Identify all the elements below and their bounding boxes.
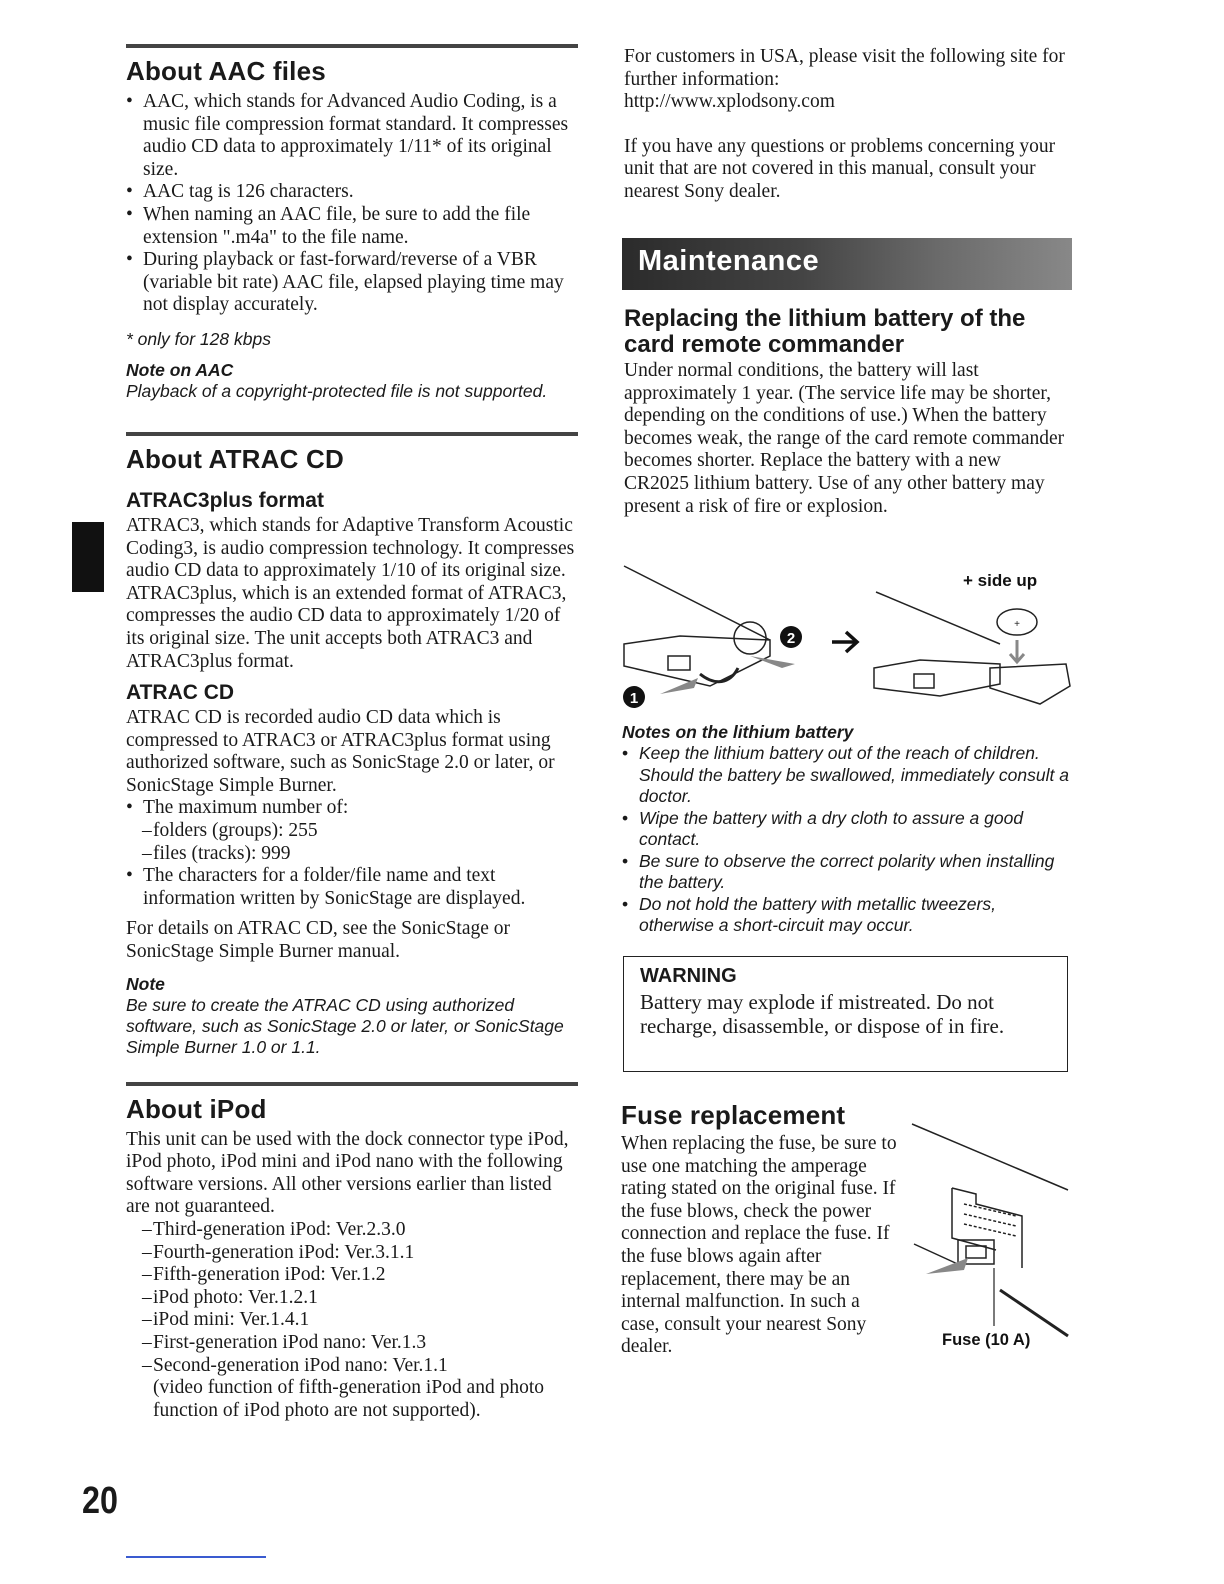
atrac-chars-bullet: • The characters for a folder/file name and text information written by SonicStage are displayed.	[126, 865, 578, 910]
fuse-figure	[906, 1118, 1072, 1358]
lithium-coin-battery-icon	[997, 609, 1037, 662]
remote-card-left-icon	[624, 566, 770, 686]
side-up-label: + side up	[963, 571, 1038, 590]
battery-text: Under normal conditions, the battery will last approximately 1 year. (The service life may be shorter, depending on the conditions of use.) When the battery becomes weak, the range of the card remote commander becomes shorter. Replace the battery with a new CR2025 lithium battery. Use of any other battery may present a risk of fire or explosion.	[624, 360, 1065, 517]
bottom-rule	[126, 1556, 266, 1558]
aac-title: About AAC files	[126, 56, 326, 86]
usa-url: http://www.xplodsony.com	[624, 91, 835, 113]
atrac-max-text: The maximum number of:	[143, 797, 349, 819]
atrac-chars-bullets	[126, 865, 578, 910]
battery-section	[624, 306, 1070, 518]
svg-text:+: +	[1014, 619, 1020, 630]
battery-note-item: • Keep the lithium battery out of the reach of children. Should the battery be swallowed, immediately consult a doctor.	[622, 743, 1072, 808]
battery-title: Replacing the lithium battery of the card remote commander	[624, 305, 1026, 358]
ipod-footer: (video function of fifth-generation iPod and photo function of iPod photo are not supported).	[153, 1377, 544, 1421]
aac-bullet: • During playback or fast-forward/reverse of a VBR (variable bit rate) AAC file, elapsed playing time may not display accurately.	[126, 249, 578, 317]
fuse-title: Fuse replacement	[621, 1100, 846, 1130]
right-column-top	[624, 46, 1074, 204]
ipod-version-item: – iPod mini: Ver.1.4.1	[142, 1309, 578, 1332]
maintenance-banner-title: Maintenance	[638, 245, 820, 277]
warning-text: Battery may explode if mistreated. Do not recharge, disassemble, or dispose of in fire.	[640, 990, 1005, 1038]
atrac-cd-bullets	[126, 797, 578, 820]
ipod-title: About iPod	[126, 1093, 267, 1124]
section-rule	[126, 432, 578, 436]
ipod-versions	[142, 1219, 578, 1377]
questions-text: If you have any questions or problems concerning your unit that are not covered in this manual, consult your nearest Sony dealer.	[624, 135, 1056, 202]
battery-note-item: • Do not hold the battery with metallic tweezers, otherwise a short-circuit may occur.	[622, 894, 1072, 937]
fuse-section	[621, 1100, 903, 1359]
aac-section	[126, 44, 578, 402]
warning-title: WARNING	[640, 965, 737, 987]
battery-note-item: • Be sure to observe the correct polarity when installing the battery.	[622, 851, 1072, 894]
battery-notes	[622, 722, 1072, 937]
aac-note-title: Note on AAC	[126, 359, 234, 380]
page-number: 20	[82, 1480, 118, 1522]
atrac-note-text: Be sure to create the ATRAC CD using authorized software, such as SonicStage 2.0 or later, or SonicStage Simple Burner 1.0 or 1.1.	[126, 994, 564, 1057]
next-arrow-icon	[832, 632, 857, 652]
atrac-max-list	[142, 820, 578, 865]
step-1-marker	[623, 686, 645, 708]
atrac-max-item: – files (tracks): 999	[142, 843, 578, 866]
atrac-note-title: Note	[126, 973, 165, 994]
usa-info-text: For customers in USA, please visit the following site for further information:	[624, 46, 1065, 90]
section-rule	[126, 44, 578, 48]
atrac3plus-format-title: ATRAC3plus format	[126, 488, 324, 512]
ipod-version-item: – Second-generation iPod nano: Ver.1.1	[142, 1355, 578, 1378]
ipod-version-item: – Fifth-generation iPod: Ver.1.2	[142, 1264, 578, 1287]
aac-footnote: * only for 128 kbps	[126, 328, 271, 349]
aac-bullet: • AAC tag is 126 characters.	[126, 181, 578, 204]
ipod-intro: This unit can be used with the dock connector type iPod, iPod photo, iPod mini and iPod nano with the following software versions. All other versions earlier than listed are not guaranteed.	[126, 1128, 569, 1218]
step-2-marker	[780, 626, 802, 648]
fuse-box-icon	[912, 1124, 1068, 1336]
step-1-label: 1	[629, 690, 639, 707]
maintenance-banner	[622, 238, 1072, 290]
battery-note-item: • Wipe the battery with a dry cloth to assure a good contact.	[622, 808, 1072, 851]
fuse-text: When replacing the fuse, be sure to use one matching the amperage rating stated on the original fuse. If the fuse blows, check the power connection and replace the fuse. If the fuse blows again after replacement, there may be an internal malfunction. In such a case, consult your nearest Sony dealer.	[621, 1133, 897, 1358]
atrac3plus-format-text: ATRAC3, which stands for Adaptive Transform Acoustic Coding3, is audio compression technology. It compresses audio CD data to approximately 1/10 of its original size. ATRAC3plus, which is an extended format of ATRAC3, compresses the audio CD data to approximately 1/20 of its original size. The unit accepts both ATRAC3 and ATRAC3plus format.	[126, 514, 575, 672]
battery-notes-title: Notes on the lithium battery	[622, 722, 854, 742]
push-arrow-icon	[660, 678, 698, 694]
battery-notes-list	[622, 743, 1072, 937]
atrac-title: About ATRAC CD	[126, 443, 344, 474]
atrac-cd-text: ATRAC CD is recorded audio CD data which is compressed to ATRAC3 or ATRAC3plus format using authorized software, such as SonicStage 2.0 or later, or SonicStage Simple Burner.	[126, 707, 555, 796]
fuse-label: Fuse (10 A)	[942, 1331, 1031, 1349]
fuse-pull-arrow-icon	[926, 1258, 968, 1274]
atrac-max-bullet	[126, 797, 578, 820]
ipod-version-item: – Third-generation iPod: Ver.2.3.0	[142, 1219, 578, 1242]
ipod-section	[126, 1082, 578, 1423]
section-rule	[126, 1082, 578, 1086]
left-column	[126, 44, 578, 1422]
warning-box	[623, 956, 1068, 1072]
atrac-section	[126, 432, 578, 1058]
aac-note-text: Playback of a copyright-protected file is not supported.	[126, 380, 548, 401]
ipod-version-item: – iPod photo: Ver.1.2.1	[142, 1287, 578, 1310]
aac-bullets	[126, 91, 578, 317]
ipod-version-item: – First-generation iPod nano: Ver.1.3	[142, 1332, 578, 1355]
atrac-max-item: – folders (groups): 255	[142, 820, 578, 843]
remote-card-right-icon	[874, 592, 1070, 704]
thumb-index-tab	[72, 522, 104, 592]
battery-replacement-figure	[620, 556, 1072, 716]
aac-bullet: • When naming an AAC file, be sure to add the file extension ".m4a" to the file name.	[126, 204, 578, 249]
atrac-cd-title: ATRAC CD	[126, 681, 235, 705]
step-2-label: 2	[786, 630, 796, 647]
atrac-details: For details on ATRAC CD, see the SonicStage or SonicStage Simple Burner manual.	[126, 918, 511, 963]
ipod-version-item: – Fourth-generation iPod: Ver.3.1.1	[142, 1242, 578, 1265]
aac-bullet: • AAC, which stands for Advanced Audio Coding, is a music file compression format standard. It compresses audio CD data to approximately 1/11* of its original size.	[126, 91, 578, 181]
